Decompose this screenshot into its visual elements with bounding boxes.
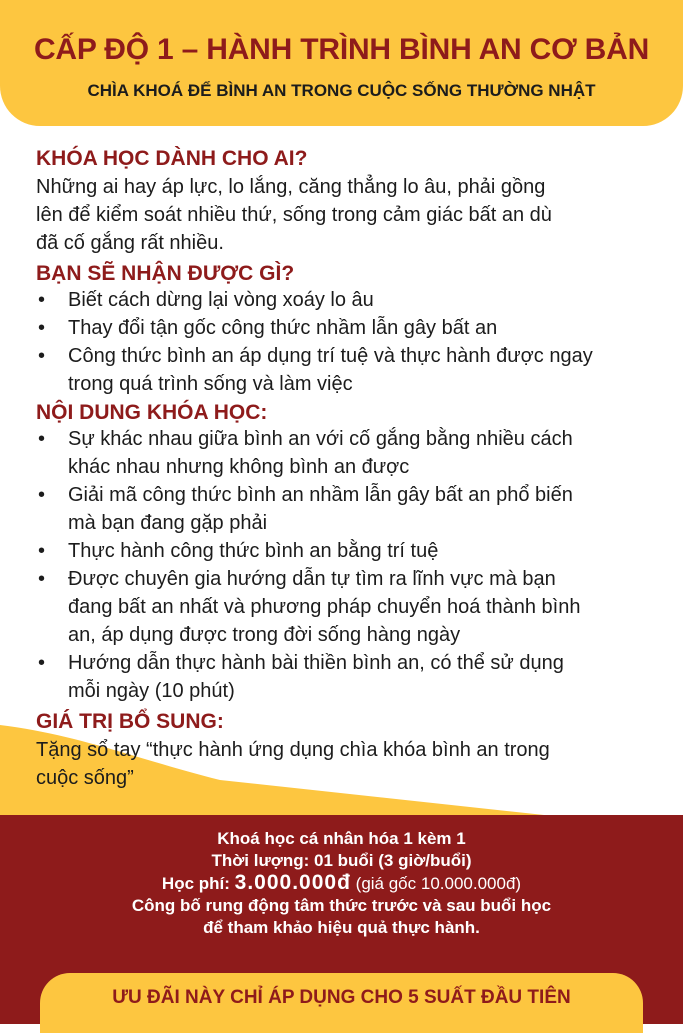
bonus-section <box>36 709 651 792</box>
list-item-text: Biết cách dừng lại vòng xoáy lo âu <box>68 289 374 311</box>
list-item-text: đang bất an nhất và phương pháp chuyển hoá thành bình <box>68 596 581 618</box>
course-content-section <box>36 400 651 705</box>
benefits-list <box>36 286 651 398</box>
text-line: lên để kiểm soát nhiều thứ, sống trong cảm giác bất an dù <box>36 204 552 226</box>
main-content <box>36 146 651 792</box>
list-item-text: Thay đổi tận gốc công thức nhầm lẫn gây bất an <box>68 317 498 339</box>
text-line: cuộc sống” <box>36 767 134 789</box>
course-content-list <box>36 425 651 705</box>
bullet-icon: • <box>38 568 46 590</box>
course-note: Công bố rung động tâm thức trước và sau buổi học <box>131 896 552 915</box>
fee-original-price: (giá gốc 10.000.000đ) <box>355 874 522 893</box>
offer-banner <box>40 973 643 1033</box>
list-item <box>36 481 651 537</box>
offer-text: ƯU ĐÃI NÀY CHỈ ÁP DỤNG CHO 5 SUẤT ĐẦU TIÊN <box>112 987 571 1008</box>
page-subtitle: CHÌA KHOÁ ĐỂ BÌNH AN TRONG CUỘC SỐNG THƯỜNG NHẬT <box>87 81 596 100</box>
list-item-text: Sự khác nhau giữa bình an với cố gắng bằng nhiều cách <box>68 428 573 450</box>
bonus-text <box>36 736 651 792</box>
list-item <box>36 565 651 649</box>
list-item-text: Thực hành công thức bình an bằng trí tuệ <box>68 540 439 562</box>
list-item-text: an, áp dụng được trong đời sống hàng ngày <box>68 624 461 646</box>
list-item <box>36 649 651 705</box>
text-line: đã cố gắng rất nhiều. <box>36 232 224 254</box>
course-content-heading: NỘI DUNG KHÓA HỌC: <box>36 401 268 424</box>
page-title: CẤP ĐỘ 1 – HÀNH TRÌNH BÌNH AN CƠ BẢN <box>33 33 650 66</box>
list-item <box>36 286 651 314</box>
list-item <box>36 425 651 481</box>
list-item <box>36 314 651 342</box>
list-item-text: Hướng dẫn thực hành bài thiền bình an, có thể sử dụng <box>68 652 564 674</box>
list-item-text: khác nhau nhưng không bình an được <box>68 456 410 478</box>
benefits-section <box>36 261 651 398</box>
list-item <box>36 537 651 565</box>
list-item-text: trong quá trình sống và làm việc <box>68 373 353 395</box>
fee-label: Học phí: <box>161 874 230 893</box>
text-line: Tặng sổ tay “thực hành ứng dụng chìa khóa bình an trong <box>36 739 550 761</box>
list-item-text: Giải mã công thức bình an nhầm lẫn gây bất an phổ biến <box>68 484 573 506</box>
fee-amount: 3.000.000đ <box>234 871 351 894</box>
list-item-text: Được chuyên gia hướng dẫn tự tìm ra lĩnh vực mà bạn <box>68 568 556 590</box>
benefits-heading: BẠN SẼ NHẬN ĐƯỢC GÌ? <box>36 262 295 285</box>
audience-heading: KHÓA HỌC DÀNH CHO AI? <box>36 147 308 170</box>
bullet-icon: • <box>38 317 46 339</box>
list-item-text: mỗi ngày (10 phút) <box>68 680 235 702</box>
list-item <box>36 342 651 398</box>
bullet-icon: • <box>38 345 46 367</box>
bullet-icon: • <box>38 428 46 450</box>
list-item-text: mà bạn đang gặp phải <box>68 512 268 534</box>
course-info <box>0 828 683 939</box>
header-banner <box>0 0 683 126</box>
list-item-text: Công thức bình an áp dụng trí tuệ và thực hành được ngay <box>68 345 593 367</box>
course-duration: Thời lượng: 01 buổi (3 giờ/buổi) <box>211 851 472 870</box>
bonus-heading: GIÁ TRỊ BỔ SUNG: <box>36 710 224 733</box>
audience-text <box>36 173 651 257</box>
bullet-icon: • <box>38 652 46 674</box>
bullet-icon: • <box>38 540 46 562</box>
audience-section <box>36 146 651 257</box>
text-line: Những ai hay áp lực, lo lắng, căng thẳng lo âu, phải gồng <box>36 176 546 198</box>
course-fee <box>0 872 683 895</box>
bullet-icon: • <box>38 484 46 506</box>
course-note: để tham khảo hiệu quả thực hành. <box>203 918 480 937</box>
course-format: Khoá học cá nhân hóa 1 kèm 1 <box>217 829 466 848</box>
bullet-icon: • <box>38 289 46 311</box>
